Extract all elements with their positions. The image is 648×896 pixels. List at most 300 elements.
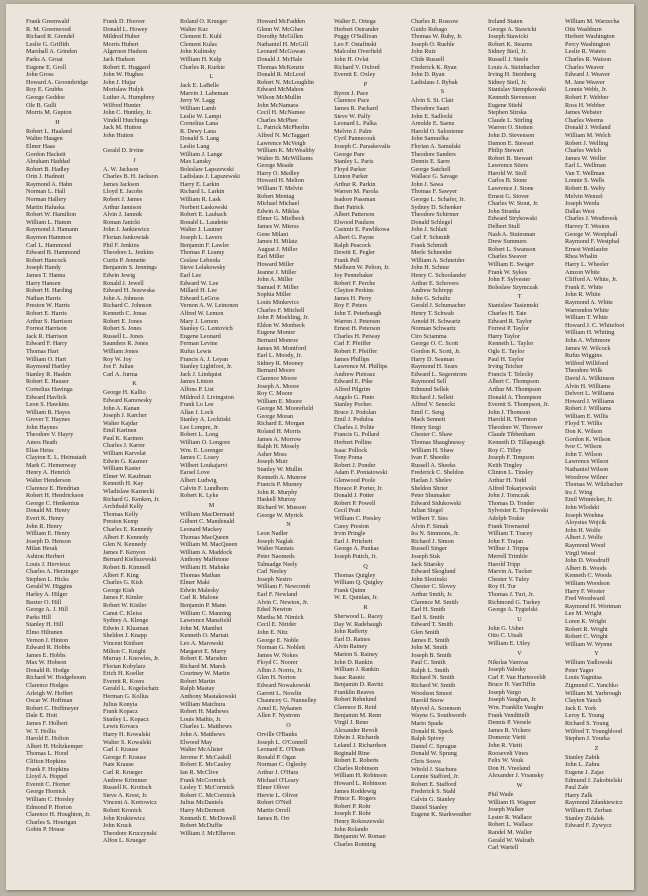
member-name: Clarence B. Reid	[334, 704, 377, 712]
member-name: Joseph Handy	[26, 264, 61, 272]
member-name: Robert L. Long	[180, 431, 219, 439]
member-name: Parks Hill	[26, 613, 51, 621]
member-name: Robert C. Wright	[565, 633, 608, 641]
member-name: Robert C. McCormick	[180, 791, 236, 799]
member-name: Charles J. Polite	[334, 423, 375, 431]
member-name: Alfred W. Lemon	[180, 309, 224, 317]
member-name: A. W. Jackson	[103, 165, 139, 173]
member-name: Frank F. Hopkins	[26, 765, 69, 773]
member-name: William Jones	[103, 347, 139, 355]
member-name: Rufus Lewis	[180, 347, 212, 355]
member-name: Robert P. Rohr	[334, 802, 371, 810]
member-name: Cecil H. McNamee	[257, 109, 305, 117]
member-name: Walter McAlister	[180, 746, 223, 754]
member-name: Grover T. Haynes	[26, 416, 70, 424]
member-name: William E. Swiger	[488, 261, 534, 268]
member-name: Alfred Pilgrim	[334, 385, 371, 393]
member-name: William T. Melvin	[257, 185, 303, 193]
member-name: Warren O. Stotten	[488, 124, 533, 132]
member-name: Alvin C. Newton, Jr.	[257, 598, 309, 606]
member-name: William M. Yarbrough	[565, 689, 622, 697]
member-name: Robert E. Laubach	[180, 211, 227, 219]
member-name: Robert L. Swanson	[488, 245, 536, 253]
member-name: Eugene Monier	[257, 329, 296, 337]
member-name: William MacDermaid	[180, 510, 235, 518]
member-name: Garrett L. Nowlin	[257, 689, 302, 697]
member-name: Wilbur J. Trippa	[488, 545, 529, 553]
member-name: Jerry W. Lagg	[180, 97, 215, 105]
member-name: Theodore L. Jenkins	[103, 249, 154, 257]
member-name: Charles J. Karrer	[103, 442, 146, 450]
member-name: Florian A. Samulski	[411, 142, 461, 150]
member-name: Emil Karinen	[103, 427, 137, 435]
member-name: Morris M. Gupton	[26, 109, 72, 117]
member-name: Benjamin S. Jennings	[103, 264, 157, 272]
member-name: John E. Sadlocki	[411, 112, 453, 120]
member-name: Wladislaw Kaznecki	[103, 488, 155, 496]
member-name: Randel M. Waller	[488, 828, 532, 836]
member-name: John Rolando	[334, 825, 369, 833]
member-name: Chester C. Shaw	[411, 431, 453, 439]
member-name: George A. Stawicki	[488, 25, 537, 33]
member-name: Jerome F. McCaskill	[180, 753, 232, 761]
member-name: George C. Henkenius	[26, 499, 80, 507]
member-name: Thomas McKenzie	[257, 63, 305, 71]
member-name: Edward Kamowsky	[103, 396, 152, 404]
member-name: Harry H. Kowalski	[103, 731, 151, 739]
member-name: Phil F. Jenkins	[103, 241, 140, 249]
member-name: John R. Murphy	[257, 488, 298, 496]
member-name: Robert L. Wallace	[488, 821, 533, 829]
member-name: Charles E. Kennedy	[103, 526, 153, 533]
member-name: Raymond Zdankiewicz	[565, 799, 623, 807]
member-name: Stanislav Stempkowski	[488, 86, 546, 94]
member-name: Donald Schlegel	[411, 218, 453, 226]
member-name: Kenneth E. McDowell	[180, 814, 236, 822]
member-name: Howard L. Robinson	[334, 780, 387, 787]
member-name: Joseph Stawicki	[488, 33, 529, 41]
member-name: Emil C. Seng	[411, 408, 445, 416]
member-name: Richard V. Oxford	[334, 63, 380, 71]
member-name: Delvert L. Williams	[565, 390, 615, 398]
member-name: Joseph F. Timpson	[488, 454, 535, 462]
member-name: Howard A. Groombridge	[26, 78, 89, 86]
member-name: William M. Warzecha	[565, 18, 620, 25]
member-name: Frank McCormick	[180, 776, 226, 784]
member-name: John E. Nitz	[257, 628, 288, 636]
member-name: William K. McWealthy	[257, 147, 315, 155]
member-name: W. E. Quinlan, Jr.	[334, 594, 378, 602]
member-name: Arthur M. Thompson	[488, 385, 541, 393]
member-name: Joseph Putich, Jr.	[334, 552, 377, 560]
member-name: Rufus Wiggins	[565, 352, 602, 360]
member-name: Nathaniel Wilson	[565, 466, 609, 474]
member-name: George A. Punkas	[334, 545, 379, 553]
member-name: Isaac Rasnic	[334, 673, 366, 681]
member-name: Forrest P. Taylor	[488, 325, 529, 333]
member-name: Bruce H. VanTiffin	[488, 681, 536, 689]
roster-page	[6, 4, 634, 890]
member-name: William Matchura	[180, 700, 226, 708]
member-name: Leslie R. Waters	[565, 48, 606, 56]
member-name: Mary J. Lemon	[180, 317, 218, 325]
member-name: Warrendon White	[565, 306, 609, 314]
member-name: Norman G. Noblett	[257, 644, 305, 652]
member-name: Milan Herak	[26, 545, 58, 553]
member-name: Dorothy McGillen	[257, 33, 303, 41]
member-name: Herbert Washington	[565, 33, 615, 41]
member-name: John Kruck	[103, 822, 132, 830]
member-name: Gene Milani	[257, 230, 289, 238]
member-name: Merle Schneider	[411, 249, 453, 257]
member-name: Eugene E. Groll	[26, 63, 67, 71]
member-name: Alvin Rainey	[334, 643, 368, 651]
member-name: Lee M. Wright	[565, 610, 602, 618]
member-name: Albert Patterson	[334, 211, 375, 219]
member-name: R. Dewy Lana	[180, 127, 216, 135]
member-name: Gordon K. Scott, Jr.	[411, 347, 461, 355]
member-name: Robert Hancock	[26, 256, 67, 264]
member-name: Alvin H. Williams	[565, 382, 611, 390]
member-name: Carl J. Krause	[103, 746, 139, 754]
member-name: John J. Thomson	[488, 408, 531, 416]
member-name: Mark C. Hemenway	[26, 461, 77, 469]
member-name: Anthony Mastakowski	[180, 693, 237, 701]
member-name: Louis J. Hervieux	[26, 560, 71, 568]
member-name: Frank Vendittelli	[488, 711, 530, 719]
member-name: Albert J. Wolfe	[565, 534, 603, 542]
member-name: Boleslaw Lapszewski	[180, 165, 234, 173]
member-name: James W. Mierss	[257, 223, 299, 231]
member-name: John M. Manthei	[180, 624, 223, 632]
member-name: Arnolde E. Saenz	[411, 120, 455, 128]
member-name: Donald S. Lang	[180, 135, 220, 143]
member-name: John G. Schultz	[411, 294, 451, 302]
member-name: Chester C. Slovey	[411, 583, 456, 591]
member-name: Theodore W. Thrower	[488, 423, 543, 431]
member-name: Stephen Stirska	[488, 109, 527, 117]
member-name: James R. Vickers	[488, 726, 531, 734]
member-name: Cyril Pannecouk	[334, 135, 376, 143]
member-name: Andrew Krimmer	[103, 776, 148, 784]
member-name: August J. Miller	[257, 245, 298, 253]
member-name: Ralph L. Smith	[411, 666, 449, 674]
member-name: Ira N. Simmons, Jr.	[411, 530, 460, 538]
member-name: Thomas P. Leamy	[180, 249, 225, 257]
member-name: Sydney D. Schenker	[411, 203, 462, 211]
member-name: Florian Jankowiak	[103, 234, 149, 242]
member-name: Wilson McMullin	[257, 93, 302, 101]
member-name: Steve A. Krest, Jr.	[103, 791, 148, 799]
member-name: Sylvester E. Topolewski	[488, 507, 549, 515]
member-name: Thomas Maihan	[180, 571, 221, 579]
member-name: Elwood May	[180, 738, 213, 746]
member-name: Raymond H. Sears	[411, 363, 458, 371]
member-name: Elmer W. Kaufman	[103, 472, 151, 480]
member-name: Dennis P. Versele	[488, 719, 532, 727]
member-name: Emil Winnicker, Jr.	[565, 496, 613, 504]
member-name: Howard Miller	[257, 261, 294, 268]
member-name: Wilbert T. Sies	[411, 515, 448, 522]
member-name: Witold J. Stachura	[411, 765, 457, 773]
member-name: Carl R. Malone	[180, 594, 219, 602]
member-name: Ladislaus J. Lapszewski	[180, 173, 240, 181]
member-name: Wm. E. Lorenger	[180, 446, 224, 454]
member-name: Carl A. Jurma	[103, 370, 138, 378]
member-name: Robert McDuffie	[180, 822, 223, 830]
member-name: John H. Ovlat	[334, 55, 369, 63]
member-name: Henry T. Schwab	[411, 309, 454, 317]
member-name: Mildred J. Livingston	[180, 393, 234, 401]
member-name: Preston Kemp	[103, 518, 139, 526]
section-letter: N	[286, 521, 291, 529]
member-name: Glenwood Poole	[334, 477, 376, 485]
member-name: Raymond A. White	[565, 298, 613, 306]
member-name: Edmond P. Horton	[26, 803, 72, 811]
member-name: Zigmund C. Yanchko	[565, 682, 618, 690]
member-name: Philip Stewart	[488, 147, 524, 155]
member-name: Baxter O. Hill	[26, 598, 62, 606]
member-name: Clarence Pace	[334, 97, 370, 105]
member-name: R. M. Greenwood	[26, 25, 71, 33]
member-name: Ronald J. Jewell	[103, 279, 144, 287]
member-name: Roosevelt Vines	[488, 749, 529, 757]
member-name: Nathan Harris	[26, 294, 61, 302]
member-name: Bruce J. Podolan	[334, 408, 377, 416]
member-name: William Lamb	[180, 104, 217, 112]
member-name: Bart Patrick	[334, 203, 364, 211]
member-name: Archibald Kelly	[103, 503, 144, 511]
member-name: John D. Ryan	[411, 71, 445, 79]
member-name: Marshall A. Grinden	[26, 48, 78, 56]
member-name: Robert J. James	[103, 196, 143, 204]
member-name: Clayton Perkins	[334, 287, 374, 295]
member-name: Floyd C. Noorer	[257, 659, 298, 667]
member-name: John J. Hujar	[103, 78, 136, 86]
member-name: Stanley Zidalek	[565, 814, 605, 822]
member-name: Samuel F. Miller	[257, 283, 299, 291]
member-name: Earl Miller	[257, 253, 285, 261]
member-name: Jack M. Hutton	[103, 124, 142, 132]
member-name: Carlos B. Stone	[488, 177, 528, 185]
member-name: Frank Kopacz	[103, 708, 138, 716]
member-name: Ashton Herbert	[26, 552, 65, 560]
member-name: Thomas Kelly	[103, 510, 139, 518]
member-name: Forrest Harrison	[26, 325, 67, 333]
member-name: Floyd Parker	[334, 165, 367, 173]
member-name: William A. Schneider	[411, 256, 465, 264]
member-name: Sophia Miller	[257, 291, 292, 299]
member-name: Malcolm Overfield	[334, 48, 382, 56]
member-name: John J. Sawa	[411, 180, 444, 188]
section-letter: P	[363, 80, 368, 88]
member-name: William J. McElheron	[180, 829, 235, 837]
member-name: Robert E. Jones	[103, 317, 143, 325]
member-name: Alvin S. St. Clair	[411, 97, 454, 105]
member-name: Charles Welch	[565, 147, 601, 155]
member-name: Margaret E. Marry	[180, 647, 227, 655]
member-name: William M. Welch	[565, 131, 611, 139]
member-name: George F. Krause	[103, 753, 147, 761]
member-name: William C. Presley	[334, 515, 382, 522]
member-name: Joseph Werda	[565, 200, 600, 208]
member-name: Mario Spada	[411, 720, 443, 728]
member-name: Calvin G. Stanley	[411, 795, 456, 803]
member-name: Clarence E. Hendrian	[26, 484, 80, 492]
member-name: John R. Henry	[26, 522, 62, 530]
member-name: John G. Usher	[488, 624, 524, 632]
member-name: Stanley W. Mullin	[257, 466, 303, 474]
member-name: Marvin J. Labeman	[180, 89, 229, 97]
member-name: Robert E. McCauley	[180, 761, 232, 769]
member-name: James Phillips	[334, 355, 370, 363]
section-letter: Z	[594, 744, 599, 752]
member-name: Harvey T. Weston	[565, 223, 610, 231]
member-name: Robert B. Stewart	[488, 154, 533, 162]
member-name: James B. Orr	[257, 814, 290, 822]
member-name: Mildred Huber	[103, 33, 140, 41]
member-name: Sherwood L. Racey	[334, 612, 383, 620]
member-name: Byron J. Pace	[334, 89, 369, 97]
member-name: Joseph A. Moore	[257, 382, 300, 390]
member-name: John A. Johnson	[103, 294, 144, 302]
member-name: Francis A. J. Leyan	[180, 355, 228, 363]
member-name: James M. Montford	[257, 344, 306, 352]
member-name: Ireland Staten	[488, 18, 523, 25]
member-name: Robert B. Hadley	[26, 165, 70, 173]
member-name: Irvin Pringle	[334, 530, 366, 538]
member-name: Kenneth L. Taylor	[488, 340, 534, 348]
member-name: Robert L. Haaland	[26, 127, 72, 135]
member-name: Ross H. Webber	[565, 101, 606, 109]
member-name: Julian Siegel	[411, 507, 443, 515]
member-name: John J. Tomczak	[488, 492, 530, 500]
member-name: Charles H. Petway	[334, 332, 381, 340]
member-name: Walter Kajdar	[103, 419, 138, 427]
member-name: Jeanne J. Miller	[257, 268, 297, 276]
member-name: Robert J. Welling	[565, 139, 609, 147]
member-name: Steve W. Palfy	[334, 112, 371, 120]
member-name: Loren K. Wright	[565, 617, 607, 625]
member-name: Joy Pennebaker	[334, 272, 374, 279]
member-name: Stephen L. Hicks	[26, 575, 69, 583]
member-name: Kenneth Stevenson	[488, 93, 536, 101]
member-name: Theodore Saari	[411, 104, 449, 112]
member-name: Stanley Pochec	[334, 401, 372, 409]
member-name: Cecil Pratt	[334, 507, 361, 515]
member-name: Carl F. Pfeiffer	[334, 340, 372, 348]
name-column-7	[488, 18, 565, 884]
member-name: Robert F. Webber	[565, 93, 609, 101]
member-name: Wilbert Loukajarvi	[180, 461, 228, 469]
member-name: Vernon J. Hinton	[26, 636, 69, 644]
member-name: Clide Russell	[411, 55, 445, 63]
member-name: Sidney Steil, Jr.	[488, 78, 527, 86]
member-name: William Kaster	[103, 465, 141, 473]
member-name: Edward R. Hobbs	[26, 644, 71, 652]
member-name: Robert W. Kistler	[103, 601, 147, 609]
member-name: Earsel Love	[180, 469, 210, 477]
member-name: Lawrence J. Stone	[488, 185, 534, 193]
member-name: William C. Manning	[180, 609, 232, 617]
member-name: Fred Woodward	[565, 595, 605, 603]
section-letter: M	[208, 501, 215, 509]
member-name: Arthur J. O'Hara	[257, 769, 299, 776]
member-name: Chauncey G. Nunnelley	[257, 697, 317, 705]
member-name: Harley A. Hilger	[26, 590, 68, 598]
member-name: Ernest H. Peterson	[334, 325, 381, 333]
member-name: Earl L. Wellman	[565, 162, 606, 170]
member-name: John Gross	[26, 71, 54, 79]
section-letter: R	[363, 603, 368, 611]
member-name: Evert K. Henry	[26, 515, 64, 522]
member-name: Roy E. Grubbs	[26, 86, 63, 94]
member-name: Donald L. Howey	[103, 25, 148, 33]
member-name: Morislaw Hulyk	[103, 86, 144, 94]
member-name: Harlan J. Shelev	[411, 477, 452, 485]
member-name: James Roddewig	[334, 787, 377, 795]
member-name: James H. Milatz	[257, 238, 298, 246]
member-name: Day W. Radebaugh	[334, 620, 382, 628]
member-name: Clinton L. Tinsley	[488, 469, 534, 477]
member-name: Erich H. Koeller	[103, 670, 145, 678]
member-name: Donald M. Henry	[26, 507, 70, 515]
member-name: Raymond F. Westphal	[565, 238, 620, 246]
member-name: Charles Weaver	[565, 63, 605, 71]
member-name: Anthony Maffetone	[180, 556, 229, 564]
member-name: Leonard E. O'Dean	[257, 746, 305, 754]
member-name: John A. Miller	[257, 276, 293, 284]
member-name: Clement E. Kuhl	[180, 33, 222, 41]
member-name: Thomas Shaughnessy	[411, 439, 465, 447]
member-name: Lawrence McVeigh	[257, 139, 306, 147]
member-name: George W. Myrick	[257, 511, 304, 519]
member-name: Donald R. Hodge	[26, 666, 70, 674]
member-name: Richard W. Musson	[257, 504, 306, 511]
member-name: Gerald D. Irvine	[103, 147, 144, 155]
member-name: Benjamin M. Renn	[334, 711, 382, 719]
member-name: Sheldon Shrier	[411, 484, 448, 492]
member-name: Norman L. Hall	[26, 188, 66, 196]
member-name: Marvin A. Tucker	[488, 568, 533, 576]
member-name: John F. Sylvester	[488, 276, 531, 284]
member-name: Carey Preston	[334, 522, 369, 530]
member-name: Thomas D. Tonder	[488, 499, 535, 507]
member-name: Robert J. Williams	[565, 405, 612, 413]
member-name: Henry A. Henrich	[26, 469, 71, 477]
member-name: Ciro Sciamma	[411, 332, 447, 340]
member-name: William H. Zerban	[565, 806, 612, 814]
member-name: Lloyd E. Jacobs	[103, 188, 143, 196]
member-name: James H. Perry	[334, 294, 372, 302]
member-name: Nathaniel H. McGill	[257, 40, 309, 48]
member-name: William H. Mahnke	[180, 563, 230, 571]
member-name: Jack J. Lindquist	[180, 370, 222, 378]
member-name: Sheldon J. Knapp	[103, 632, 147, 640]
member-name: Charles W. Stout, Jr.	[488, 200, 539, 208]
member-name: Harry E. Larkin	[180, 180, 220, 188]
member-name: William C. Horsley	[26, 795, 75, 803]
member-name: William J. Rankin	[334, 666, 379, 674]
member-name: Harry F. Wooter	[565, 587, 605, 595]
member-name: Dale E. Hoit	[26, 712, 58, 720]
member-name: Albert B. Woods	[565, 564, 607, 572]
member-name: Parks A. Groat	[26, 55, 63, 63]
member-name: Preston W. Harris	[26, 302, 70, 310]
member-name: Richard C. Johnson	[103, 302, 152, 310]
member-name: John Kulinsky	[180, 48, 216, 56]
member-name: Louis A. Steinbacher	[488, 63, 541, 71]
